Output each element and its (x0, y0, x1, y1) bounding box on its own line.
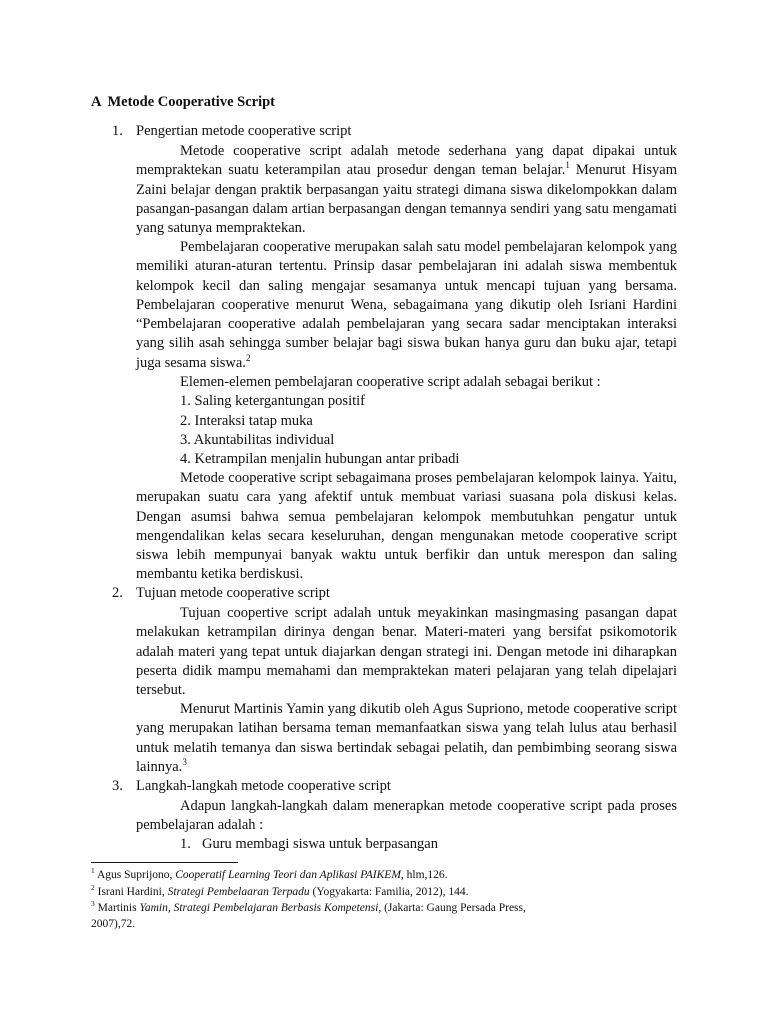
footnote-ref-3: 3 (182, 757, 187, 768)
section-3-title: Langkah-langkah metode cooperative script (136, 778, 391, 794)
s1-paragraph-1: Metode cooperative script adalah metode sederhana yang dapat dipakai untuk mempraktekan suatu keterampilan atau prosedur dengan teman belajar.$^1$ Menurut Hisyam Zaini belajar dengan praktik berpasangan yaitu strategi dimana siswa dikelompokkan dalam pasangan-pasangan dalam artian berpasangan dengan temannya sendiri yang satu mengamati yang satunya mempraktekan. (136, 143, 678, 237)
section-1-number: 1. (112, 123, 123, 139)
section-3-number: 3. (112, 778, 123, 794)
heading-letter: A (91, 94, 102, 110)
footnote-ref-2: 2 (245, 352, 251, 363)
footnote-2: $^2$ Israni Hardini, Strategi Pembelaaran Terpadu (Yogyakarta: Familia, 2012), 144. (91, 883, 469, 898)
step-text: Guru membagi siswa untuk berpasangan (202, 836, 438, 852)
footnote-1: $^1$ Agus Suprijono, Cooperatif Learning Teori dan Aplikasi PAIKEM, hlm,126. (91, 866, 448, 881)
section-2-number: 2. (112, 585, 123, 601)
list-item: 2. Interaksi tatap muka (180, 412, 313, 429)
elements-list (180, 373, 601, 469)
section-heading (91, 94, 275, 111)
s1-paragraph-3: Metode cooperative script sebagaimana proses pembelajaran kelompok lainya. Yaitu, merupakan suatu cara yang afektif untuk membuat variasi suasana pola diskusi kelas. Dengan asumsi bahwa semua pembelajaran kelompok membutuhkan pengatur untuk mengendalikan kelas secara keseluruhan, dengan mengunakan metode cooperative script siswa lebih mempunyai banyak waktu untuk berfikir dan untuk merespon dan saling membantu ketika berdiskusi. (136, 470, 677, 583)
footnote-3: $^3$ Martinis Yamin, Strategi Pembelajaran Berbasis Kompetensi, (Jakarta: Gaung Persada Press, 2007),72. (91, 899, 526, 930)
step-item (180, 836, 438, 853)
section-2-title: Tujuan metode cooperative script (136, 585, 330, 601)
footnote-divider (91, 862, 238, 863)
list-item: 1. Saling ketergantungan positif (180, 393, 365, 410)
list-item: 4. Ketrampilan menjalin hubungan antar pribadi (180, 451, 460, 468)
step-number: 1. (180, 836, 191, 852)
s2-paragraph-1: Tujuan coopertive script adalah untuk meyakinkan masingmasing pasangan dapat melakukan ketrampilan dirinya dengan benar. Materi-materi yang bersifat psikomotorik adalah materi yang tepat untuk diajarkan dengan strategi ini. Dengan metode ini diharapkan peserta didik mampu memahami dan mempraktekan materi pelajaran yang telah dipelajari tersebut. (136, 605, 677, 699)
s3-paragraph-1: Adapun langkah-langkah dalam menerapkan metode cooperative script pada proses pembelajaran adalah : (136, 798, 677, 834)
heading-title: Metode Cooperative Script (107, 94, 275, 110)
section-1-title: Pengertian metode cooperative script (136, 123, 352, 139)
footnote-ref-1: 1 (565, 160, 570, 171)
s1-paragraph-2: Pembelajaran cooperative merupakan salah satu model pembelajaran kelompok yang memiliki aturan-aturan tertentu. Prinsip dasar pembelajaran ini adalah siswa membentuk kelompok kecil dan saling mengajar sesamanya untuk mencapi tujuan yang bersama. Pembelajaran cooperative menurut Wena, sebagaimana yang dikutip oleh Isriani Hardini “Pembelajaran cooperative adalah pembelajaran yang secara sadar menciptakan interaksi yang silih asah sehingga sumber belajar bagi siswa bukan hanya guru dan buku ajar, tetapi juga sesama siswa.$^2$ (136, 239, 677, 371)
list-item: 3. Akuntabilitas individual (180, 431, 335, 448)
s2-paragraph-2: Menurut Martinis Yamin yang dikutib oleh Agus Supriono, metode cooperative script yang merupakan latihan bersama teman memanfaatkan siswa yang telah lulus atau berhasil untuk melatih temanya dan siswa bertindak sebagai pelatih, dan pembimbing seorang siswa lainnya.$^3$ (136, 701, 677, 775)
elements-intro: Elemen-elemen pembelajaran cooperative script adalah sebagai berikut : (180, 374, 601, 390)
